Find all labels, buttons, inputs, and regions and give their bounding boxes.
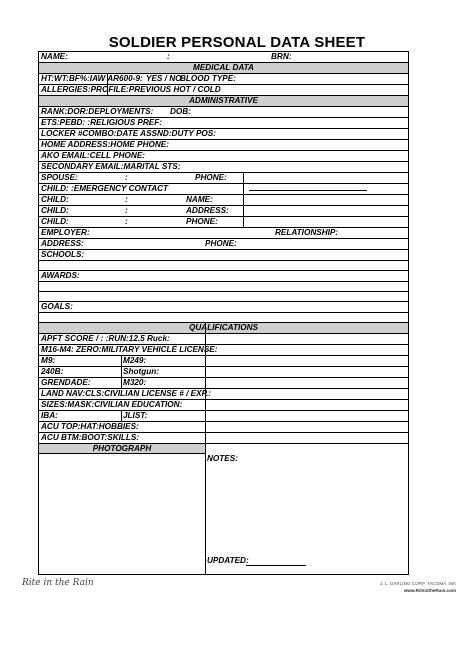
land-nav-label: LAND NAV:CLS:CIVILIAN LICENSE # / EXP.: (41, 389, 211, 398)
address-label: ADDRESS: (41, 239, 84, 248)
grenade-label: GRENDADE: (41, 378, 91, 387)
child-row-2[interactable] (39, 206, 408, 217)
yes-no-label: YES / NO (146, 74, 182, 83)
child-row-3[interactable] (39, 217, 408, 228)
goals-line[interactable] (39, 313, 408, 323)
name-row[interactable] (39, 52, 408, 63)
iba-row[interactable] (39, 411, 408, 422)
240b-row[interactable] (39, 367, 408, 378)
ako-label: AKO EMAIL:CELL PHONE: (41, 151, 146, 160)
divider (249, 190, 367, 191)
divider (121, 411, 122, 422)
child-colon: : (125, 195, 128, 204)
updated-line[interactable] (246, 565, 306, 566)
child-label: CHILD: (41, 217, 69, 226)
apft-label: APFT SCORE / : :RUN:12.5 Ruck: (41, 334, 170, 343)
company-text: J. L. DARLING CORP. TACOMA, WA (380, 581, 456, 586)
jlist-label: JLIST: (123, 411, 148, 420)
dob-label: DOB: (170, 107, 191, 116)
child-label: CHILD: (41, 206, 69, 215)
divider (243, 173, 244, 228)
allergies-row[interactable] (39, 85, 408, 96)
notes-label: NOTES: (207, 454, 238, 463)
land-nav-row[interactable] (39, 389, 408, 400)
brand-logo: Rite in the Rain (22, 578, 94, 588)
home-address-row[interactable] (39, 140, 408, 151)
apft-row[interactable] (39, 334, 408, 345)
locker-label: LOCKER #COMBO:DATE ASSND:DUTY POS: (41, 129, 216, 138)
ets-row[interactable] (39, 118, 408, 129)
acu-btm-row[interactable] (39, 433, 408, 444)
divider (205, 323, 206, 574)
awards-label: AWARDS: (41, 271, 80, 280)
ako-row[interactable] (39, 151, 408, 162)
address-phone-label: PHONE: (205, 239, 237, 248)
locker-row[interactable] (39, 129, 408, 140)
relationship-label: RELATIONSHIP: (275, 228, 339, 237)
schools-label: SCHOOLS: (41, 250, 85, 259)
data-sheet-form (38, 51, 409, 575)
brn-label: BRN: (271, 52, 292, 61)
sizes-label: SIZES:MASK:CIVILIAN EDUCATION: (41, 400, 183, 409)
shotgun-label: Shotgun: (123, 367, 159, 376)
name-label: NAME: (41, 52, 68, 61)
photo-box[interactable] (39, 454, 205, 574)
emergency-contact-label: CHILD: :EMERGENCY CONTACT (41, 184, 169, 193)
child-colon: : (125, 206, 128, 215)
grenade-row[interactable] (39, 378, 408, 389)
medical-data-header: MEDICAL DATA (39, 63, 408, 74)
home-address-label: HOME ADDRESS:HOME PHONE: (41, 140, 169, 149)
m249-label: M249: (123, 356, 147, 365)
m9-label: M9: (41, 356, 56, 365)
contact-address-label: ADDRESS: (186, 206, 229, 215)
rank-label: RANK:DOR:DEPLOYMENTS: (41, 107, 154, 116)
contact-name-label: NAME: (186, 195, 213, 204)
secondary-email-row[interactable] (39, 162, 408, 173)
website-text: www.RiteintheRain.com (403, 588, 456, 593)
240b-label: 240B: (41, 367, 64, 376)
rank-row[interactable] (39, 107, 408, 118)
name-colon: : (167, 52, 170, 61)
schools-row[interactable] (39, 250, 408, 261)
m9-row[interactable] (39, 356, 408, 367)
spouse-row[interactable] (39, 173, 408, 184)
address-row[interactable] (39, 239, 408, 250)
spouse-phone-label: PHONE: (195, 173, 227, 182)
schools-line[interactable] (39, 261, 408, 271)
allergies-label: ALLERGIES:PROFILE:PREVIOUS HOT / COLD (41, 85, 221, 94)
contact-phone-label: PHONE: (186, 217, 218, 226)
sizes-row[interactable] (39, 400, 408, 411)
employer-row[interactable] (39, 228, 408, 239)
notes-field[interactable] (207, 464, 407, 549)
acu-btm-label: ACU BTM:BOOT:SKILLS: (41, 433, 140, 442)
spouse-label: SPOUSE: (41, 173, 78, 182)
acu-top-label: ACU TOP:HAT:HOBBIES: (41, 422, 139, 431)
child-row-1[interactable] (39, 195, 408, 206)
page-title: SOLDIER PERSONAL DATA SHEET (108, 34, 366, 51)
goals-row[interactable] (39, 302, 408, 313)
awards-line-1[interactable] (39, 282, 408, 292)
awards-row[interactable] (39, 271, 408, 282)
administrative-header: ADMINISTRATIVE (39, 96, 408, 107)
divider (121, 356, 122, 389)
ets-label: ETS:PEBD: :RELIGIOUS PREF: (41, 118, 162, 127)
acu-top-row[interactable] (39, 422, 408, 433)
child-colon: : (125, 217, 128, 226)
m16-label: M16-M4: ZERO:MILITARY VEHICLE LICENSE: (41, 345, 218, 354)
employer-label: EMPLOYER: (41, 228, 90, 237)
qualifications-header: QUALIFICATIONS (39, 323, 408, 334)
ht-wt-row[interactable] (39, 74, 408, 85)
spouse-colon: : (125, 173, 128, 182)
m16-row[interactable] (39, 345, 408, 356)
footer-info (380, 580, 456, 594)
updated-label: UPDATED: (207, 556, 249, 565)
m320-label: M320: (123, 378, 147, 387)
child-label: CHILD: (41, 195, 69, 204)
goals-label: GOALS: (41, 302, 73, 311)
awards-line-2[interactable] (39, 292, 408, 302)
secondary-email-label: SECONDARY EMAIL:MARITAL STS: (41, 162, 181, 171)
iba-label: IBA: (41, 411, 58, 420)
photograph-header: PHOTOGRAPH (39, 444, 205, 454)
ht-wt-label: HT:WT:BF%:IAW AR600-9: (41, 74, 143, 83)
blood-type-label: BLOOD TYPE: (180, 74, 236, 83)
